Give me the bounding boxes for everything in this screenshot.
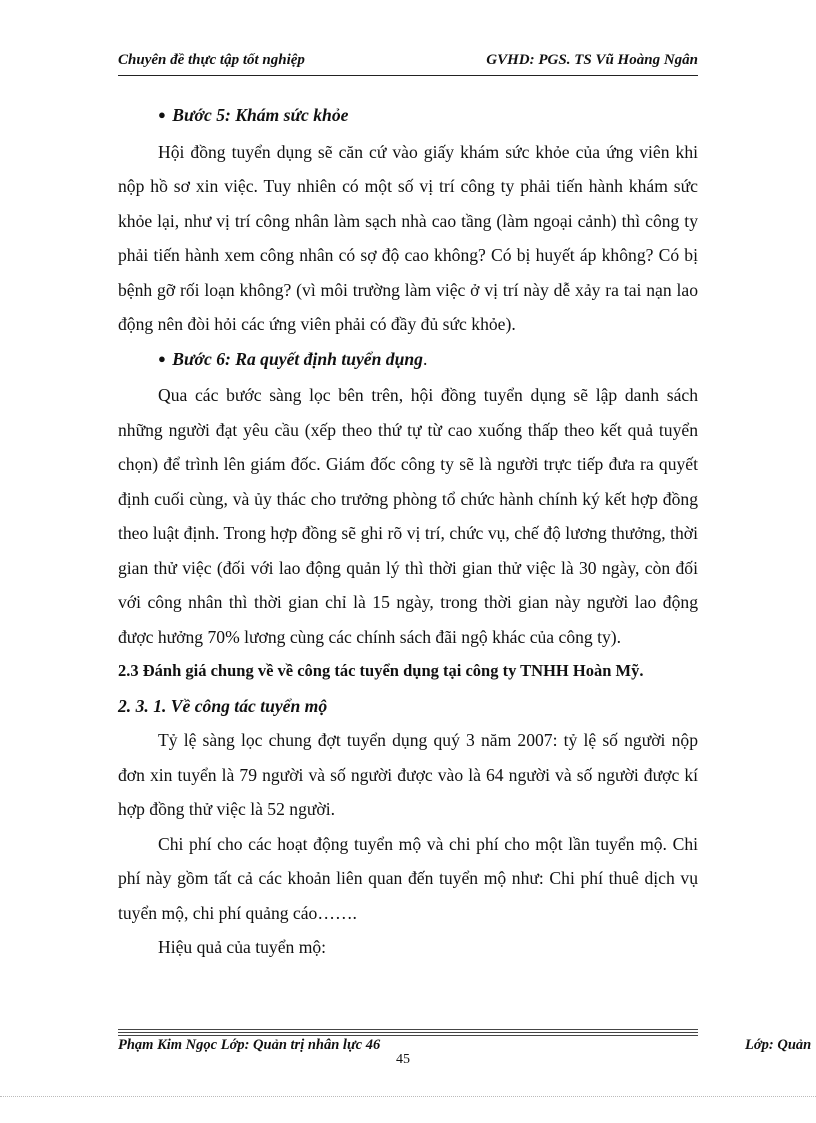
step-6-period: . xyxy=(422,348,428,369)
footer-divider xyxy=(118,1032,698,1033)
page-number: 45 xyxy=(396,1052,410,1067)
page-header xyxy=(118,52,698,74)
step-5-heading xyxy=(118,98,698,135)
header-divider xyxy=(118,75,698,76)
section-heading: 2.3 Đánh giá chung về về công tác tuyển dụng tại công ty TNHH Hoàn Mỹ. xyxy=(118,661,644,680)
step-6-title: Bước 6: Ra quyết định tuyển dụng xyxy=(172,348,423,369)
step-5-title: Bước 5: Khám sức khỏe xyxy=(172,105,349,125)
paragraph-effectiveness: Hiệu quả của tuyển mộ: xyxy=(158,937,327,957)
step-6-heading xyxy=(118,342,698,379)
footer-right-text: Lớp: Quản xyxy=(745,1037,812,1053)
footer-divider xyxy=(118,1035,698,1036)
page-body xyxy=(118,98,698,965)
paragraph-costs: Chi phí cho các hoạt động tuyển mộ và chi phí cho một lần tuyển mộ. Chi phí này gồm tất cả các khoản liên quan đến tuyển mộ như: Chi phí thuê dịch vụ tuyển mộ, chi phí quảng cáo……. xyxy=(118,833,698,923)
footer-left-text: Phạm Kim Ngọc Lớp: Quản trị nhân lực 46 xyxy=(118,1037,381,1053)
header-left-text: Chuyên đề thực tập tốt nghiệp xyxy=(118,52,305,68)
paragraph-health-check: Hội đồng tuyển dụng sẽ căn cứ vào giấy khám sức khỏe của ứng viên khi nộp hồ sơ xin việc. Tuy nhiên có một số vị trí công ty phải tiến hành khám sức khỏe lại, như vị trí công nhân làm sạch nhà cao tầng (làm ngoại cảnh) thì công ty phải tiến hành xem công nhân có sợ độ cao không? Có bị huyết áp không? Có bị bệnh gỡ rối loạn không? (vì môi trường làm việc ở vị trí này dễ xảy ra tai nạn lao động nên đòi hỏi các ứng viên phải có đầy đủ sức khỏe). xyxy=(118,141,698,334)
footer-divider xyxy=(118,1029,698,1030)
header-right-text: GVHD: PGS. TS Vũ Hoàng Ngân xyxy=(486,52,698,68)
subsection-heading: 2. 3. 1. Về công tác tuyển mộ xyxy=(118,695,328,716)
paragraph-screening-rate: Tỷ lệ sàng lọc chung đợt tuyển dụng quý 3 năm 2007: tỷ lệ số người nộp đơn xin tuyển là 79 người và số người được vào là 64 người và số người được kí hợp đồng thử việc là 52 người. xyxy=(118,730,698,819)
bullet-icon: ● xyxy=(158,350,166,366)
bullet-icon: ● xyxy=(158,107,166,122)
page-edge-divider xyxy=(0,1096,816,1097)
paragraph-decision: Qua các bước sàng lọc bên trên, hội đồng tuyển dụng sẽ lập danh sách những người đạt yêu cầu (xếp theo thứ tự từ cao xuống thấp theo kết quả tuyển chọn) để trình lên giám đốc. Giám đốc công ty sẽ là người trực tiếp đưa ra quyết định cuối cùng, và ủy thác cho trưởng phòng tổ chức hành chính ký kết hợp đồng theo luật định. Trong hợp đồng sẽ ghi rõ vị trí, chức vụ, chế độ lương thưởng, thời gian thử việc (đối với lao động quản lý thì thời gian thử việc là 30 ngày, còn đối với công nhân thì thời gian chỉ là 15 ngày, trong thời gian này người lao động được hưởng 70% lương cùng các chính sách đãi ngộ khác của công ty). xyxy=(118,385,698,647)
